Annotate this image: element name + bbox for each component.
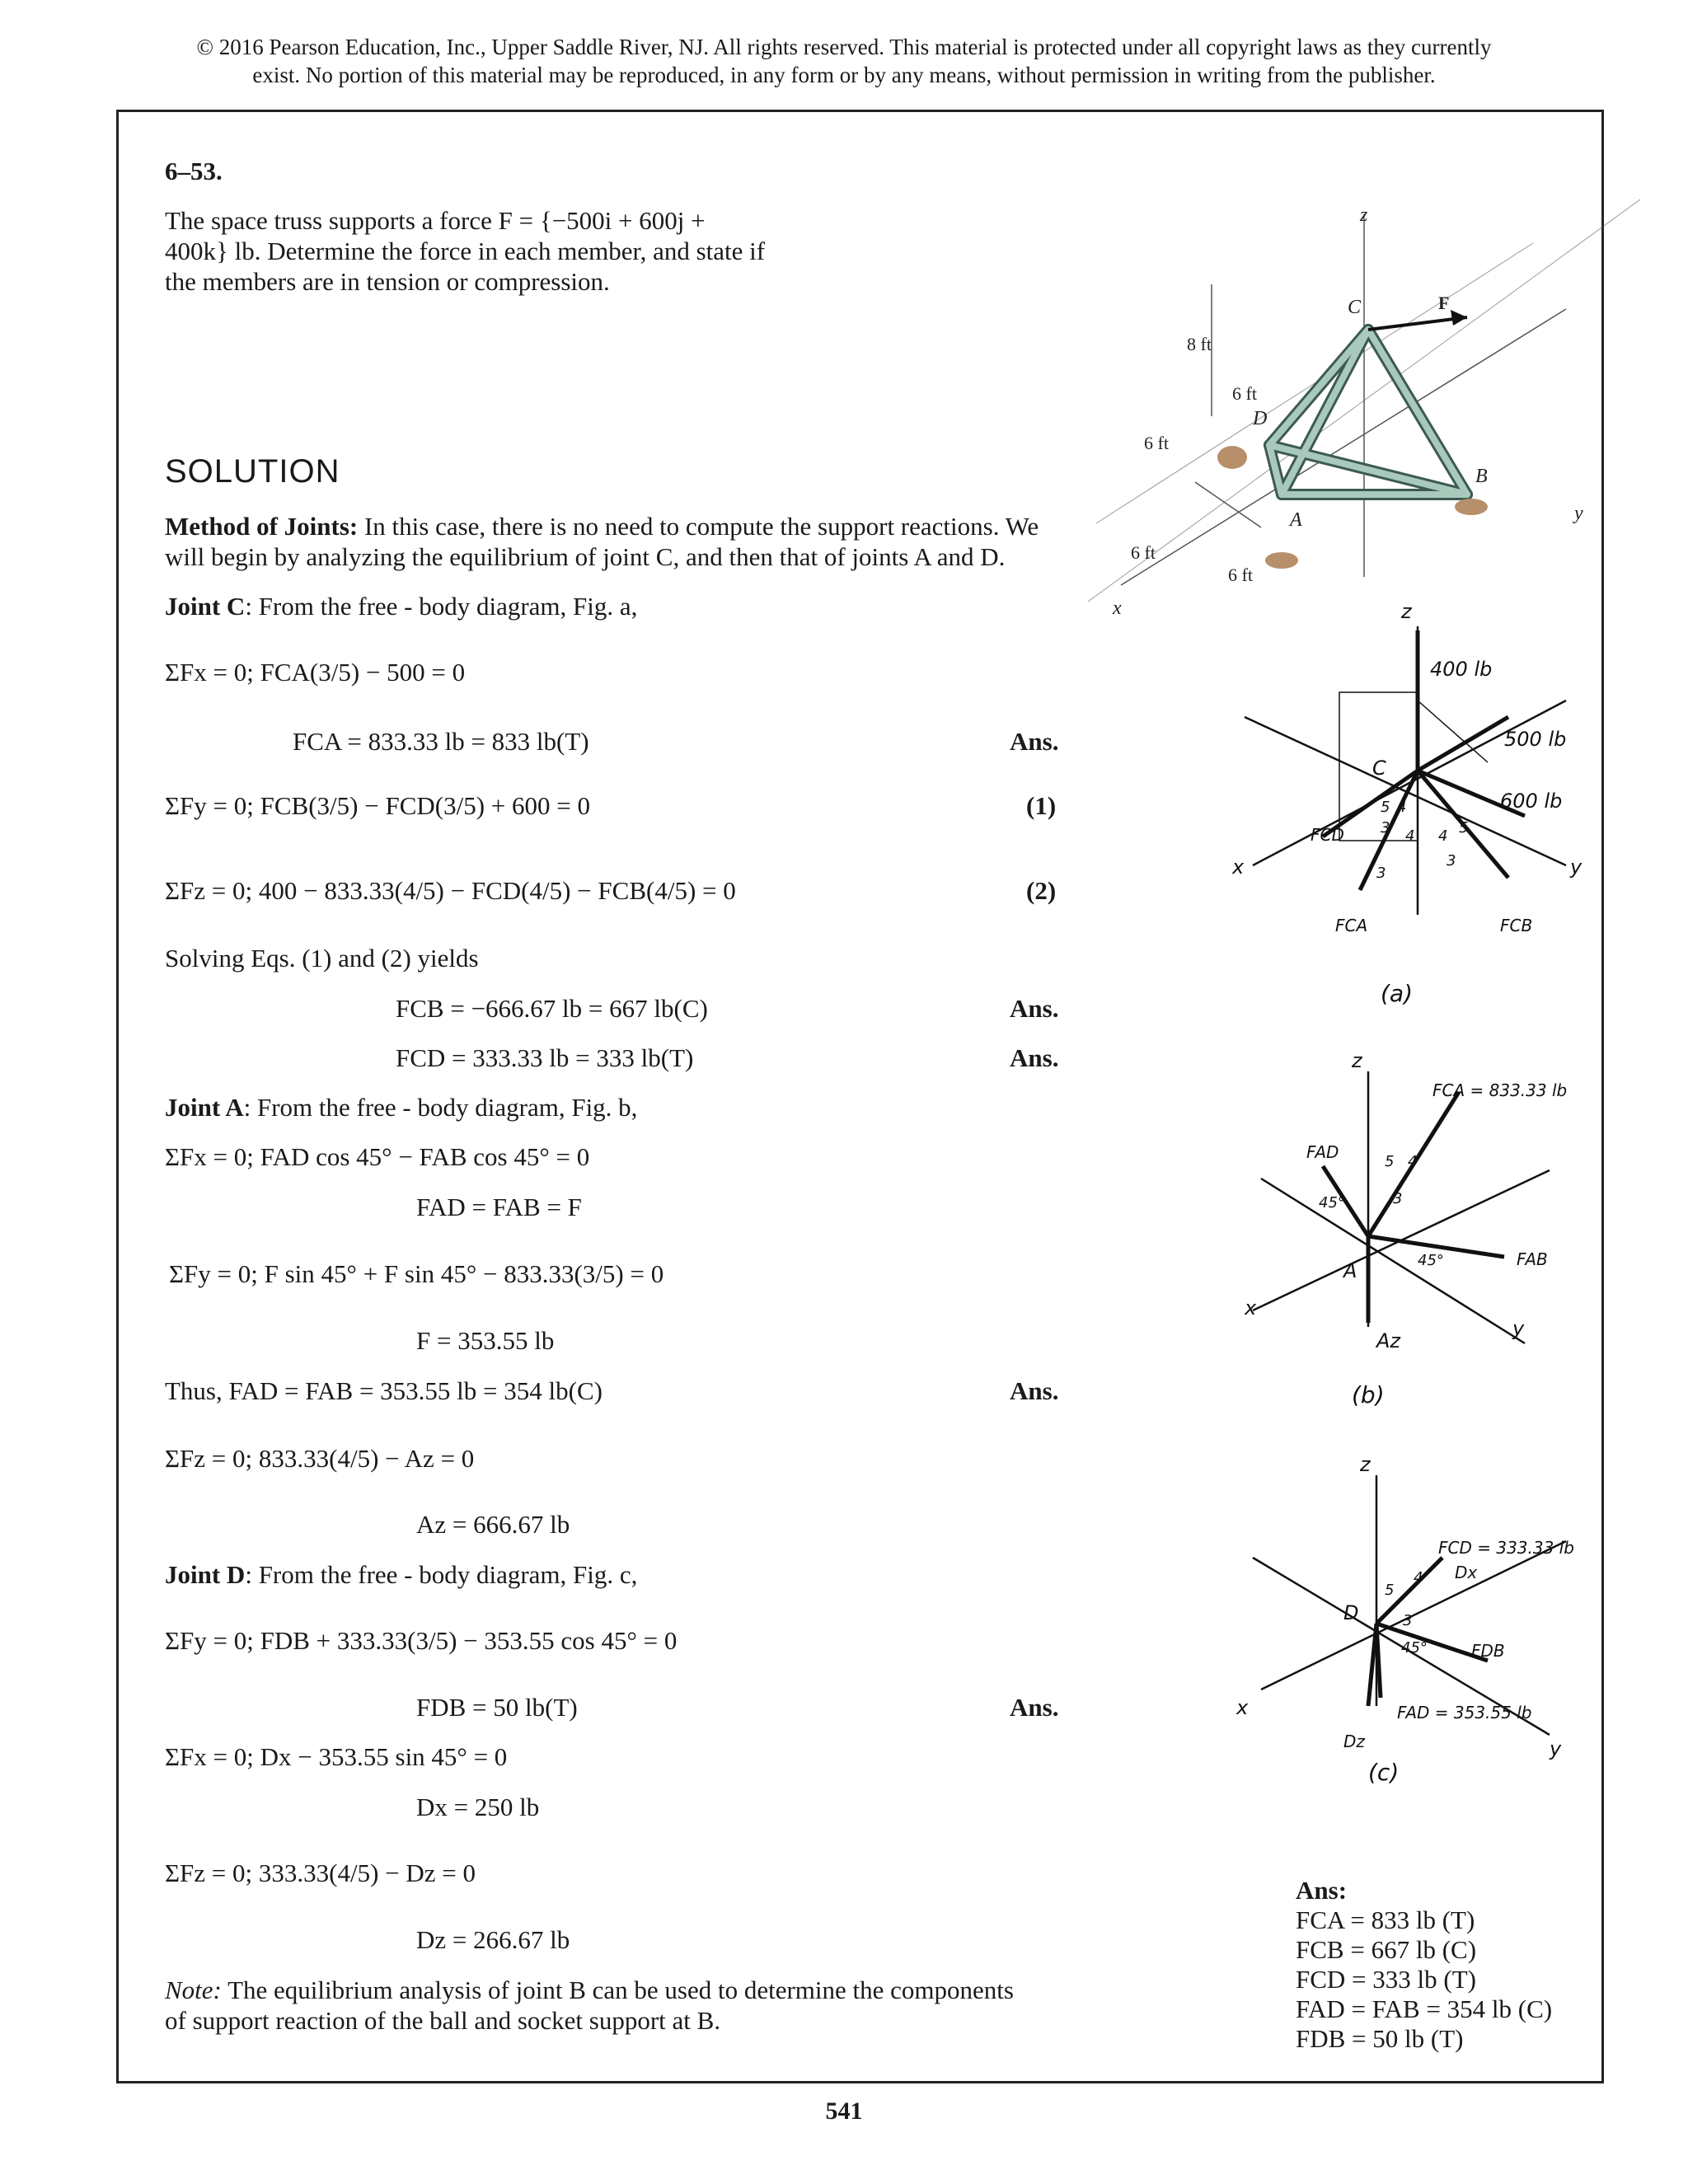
truss-guide-line <box>1096 243 1533 523</box>
joint-c-result-fcd: FCD = 333.33 lb = 333 lb(T) <box>396 1043 694 1072</box>
joint-c-heading: Joint C <box>165 592 246 621</box>
truss-label-z: z <box>1360 204 1368 226</box>
joint-a-thus: Thus, FAD = FAB = 353.55 lb = 354 lb(C) <box>165 1376 603 1405</box>
fig-a-y-label: y <box>1570 855 1582 879</box>
fig-a-num-4c: 4 <box>1405 827 1415 845</box>
problem-line-2: 400k} lb. Determine the force in each member, and state if <box>165 237 766 265</box>
fig-a-z-label: z <box>1401 600 1412 623</box>
truss-dim-8ft: 8 ft <box>1187 334 1212 354</box>
ans-label-fdb: Ans. <box>1010 1693 1059 1722</box>
joint-c-solving: Solving Eqs. (1) and (2) yields <box>165 944 479 972</box>
intro-line-1 <box>165 512 1039 541</box>
note-line-2: of support reaction of the ball and socket support at B. <box>165 2006 721 2035</box>
intro-line-2: will begin by analyzing the equilibrium of joint C, and then that of joints A and D. <box>165 542 1006 571</box>
fig-c-z-label: z <box>1360 1453 1371 1476</box>
joint-c-eq-fz: ΣFz = 0; 400 − 833.33(4/5) − FCD(4/5) − FCB(4/5) = 0 <box>165 876 736 905</box>
ans-label-fcb: Ans. <box>1010 994 1059 1023</box>
fig-c-fdb-label: FDB <box>1471 1641 1505 1661</box>
fig-b-num-4: 4 <box>1408 1153 1418 1170</box>
joint-c-eq-fy: ΣFy = 0; FCB(3/5) − FCD(3/5) + 600 = 0 <box>165 791 590 820</box>
joint-d-result-dx: Dx = 250 lb <box>416 1793 540 1821</box>
joint-a-result-eq: FAD = FAB = F <box>416 1193 582 1221</box>
fig-a-num-4a: 4 <box>1397 799 1407 816</box>
fig-c-deg-45: 45° <box>1401 1639 1428 1657</box>
joint-a-intro <box>165 1093 637 1122</box>
eq-label-1: (1) <box>1026 791 1057 820</box>
ans-label-fad: Ans. <box>1010 1376 1059 1405</box>
truss-dim-6ft-bottom: 6 ft <box>1228 565 1253 585</box>
fig-a-fca-label: FCA <box>1335 916 1368 935</box>
fig-a-500lb-arrow <box>1418 717 1508 771</box>
joint-c-result-fcb: FCB = −666.67 lb = 667 lb(C) <box>396 994 708 1023</box>
truss-label-x: x <box>1113 598 1122 619</box>
joint-d-intro <box>165 1560 637 1590</box>
joint-c-intro <box>165 592 637 621</box>
fig-a-c-label: C <box>1372 757 1386 780</box>
joint-a-eq-fy: ΣFy = 0; F sin 45° + F sin 45° − 833.33(3/5) = 0 <box>169 1259 664 1288</box>
fig-a-600lb-label: 600 lb <box>1500 790 1563 813</box>
fig-c-y-label: y <box>1550 1737 1562 1760</box>
copyright-notice <box>0 33 1688 89</box>
answer-fca: FCA = 833 lb (T) <box>1296 1905 1475 1934</box>
joint-a-result-f: F = 353.55 lb <box>416 1326 555 1355</box>
copyright-line-1: © 2016 Pearson Education, Inc., Upper Saddle River, NJ. All rights reserved. This material is protected under all copyright laws as they currently <box>196 35 1492 59</box>
fig-b-y-label: y <box>1512 1317 1525 1340</box>
fig-b-deg-45a: 45° <box>1319 1194 1345 1212</box>
fig-a-500lb-label: 500 lb <box>1504 728 1567 751</box>
joint-d-result-fdb: FDB = 50 lb(T) <box>416 1693 578 1722</box>
joint-c-result-fca: FCA = 833.33 lb = 833 lb(T) <box>293 727 589 756</box>
fig-a-num-5b: 5 <box>1459 819 1469 837</box>
problem-line-3: the members are in tension or compression. <box>165 267 610 296</box>
fbd-figure-c <box>1220 1434 1599 1797</box>
fig-b-a-label: A <box>1343 1259 1357 1282</box>
truss-label-d: D <box>1253 408 1268 429</box>
fig-c-y-axis <box>1261 1541 1566 1690</box>
fig-c-num-4: 4 <box>1414 1569 1423 1586</box>
joint-d-eq-fx: ΣFx = 0; Dx − 353.55 sin 45° = 0 <box>165 1742 508 1771</box>
joint-d-text: : From the free - body diagram, Fig. c, <box>245 1560 638 1589</box>
page-number: 541 <box>825 2097 863 2125</box>
fig-c-dz-label: Dz <box>1343 1732 1365 1751</box>
joint-a-eq-fx: ΣFx = 0; FAD cos 45° − FAB cos 45° = 0 <box>165 1142 590 1171</box>
fig-a-num-4b: 4 <box>1438 827 1448 845</box>
fig-a-num-3c: 3 <box>1447 852 1456 869</box>
fig-b-deg-45b: 45° <box>1418 1252 1444 1269</box>
joint-d-eq-fz: ΣFz = 0; 333.33(4/5) − Dz = 0 <box>165 1858 476 1887</box>
fig-a-x-label: x <box>1232 855 1245 879</box>
fig-b-az-label: Az <box>1376 1329 1401 1352</box>
support-a <box>1265 552 1298 569</box>
truss-label-a: A <box>1290 509 1302 531</box>
answer-title: Ans: <box>1296 1876 1348 1905</box>
fig-c-num-5: 5 <box>1385 1582 1395 1599</box>
fig-c-dx-label: Dx <box>1455 1563 1478 1582</box>
joint-d-heading: Joint D <box>165 1560 246 1589</box>
fig-b-fab-label: FAB <box>1517 1249 1548 1269</box>
answer-fcb: FCB = 667 lb (C) <box>1296 1935 1477 1964</box>
problem-line-1: The space truss supports a force F = {−500i + 600j + <box>165 206 706 235</box>
copyright-line-2: exist. No portion of this material may be reproduced, in any form or by any means, without permission in writing from the publisher. <box>252 63 1436 87</box>
fig-b-num-3: 3 <box>1393 1190 1403 1207</box>
fig-c-num-3: 3 <box>1403 1612 1413 1629</box>
intro-label: Method of Joints: <box>165 512 359 541</box>
support-b <box>1455 499 1488 515</box>
space-truss-figure <box>1071 198 1599 626</box>
fbd-figure-b <box>1220 1030 1599 1409</box>
fig-b-x-label: x <box>1245 1296 1257 1319</box>
truss-label-f: F <box>1438 293 1450 313</box>
fig-a-num-3a: 3 <box>1381 819 1390 837</box>
fig-c-caption: (c) <box>1368 1759 1400 1786</box>
joint-c-eq-fx: ΣFx = 0; FCA(3/5) − 500 = 0 <box>165 658 466 687</box>
truss-dim-6ft-x: 6 ft <box>1131 542 1156 563</box>
joint-a-text: : From the free - body diagram, Fig. b, <box>243 1093 638 1122</box>
fig-c-x-label: x <box>1236 1696 1249 1719</box>
fig-a-num-5a: 5 <box>1381 799 1390 816</box>
solution-heading: SOLUTION <box>165 453 340 490</box>
note-text-1: The equilibrium analysis of joint B can be used to determine the components <box>221 1975 1014 2004</box>
intro-text-1: In this case, there is no need to compute the support reactions. We <box>358 512 1039 541</box>
fig-b-z-label: z <box>1352 1049 1362 1072</box>
joint-a-heading: Joint A <box>165 1093 244 1122</box>
fig-a-fcd-label: FCD <box>1311 825 1344 845</box>
fig-c-fcd-label: FCD = 333.33 lb <box>1438 1538 1574 1558</box>
joint-c-text: : From the free - body diagram, Fig. a, <box>245 592 638 621</box>
joint-a-result-az: Az = 666.67 lb <box>416 1510 570 1539</box>
fig-c-d-label: D <box>1343 1601 1359 1624</box>
fig-a-400lb-label: 400 lb <box>1430 658 1493 681</box>
joint-d-eq-fy: ΣFy = 0; FDB + 333.33(3/5) − 353.55 cos 45° = 0 <box>165 1626 678 1655</box>
fig-a-caption: (a) <box>1381 980 1414 1007</box>
fig-b-fca-label: FCA = 833.33 lb <box>1432 1080 1568 1100</box>
eq-label-2: (2) <box>1026 876 1057 905</box>
ans-label-fcd: Ans. <box>1010 1043 1059 1072</box>
answer-fcd: FCD = 333 lb (T) <box>1296 1965 1476 1994</box>
problem-number: 6–53. <box>165 157 223 185</box>
joint-a-eq-fz: ΣFz = 0; 833.33(4/5) − Az = 0 <box>165 1444 475 1473</box>
fig-a-num-3b: 3 <box>1376 865 1386 882</box>
support-d <box>1217 446 1247 469</box>
fig-a-fcb-label: FCB <box>1500 916 1533 935</box>
answer-fad: FAD = FAB = 354 lb (C) <box>1296 1994 1553 2023</box>
truss-label-c: C <box>1348 297 1362 318</box>
fig-b-fad-label: FAD <box>1306 1142 1339 1162</box>
note-label: Note: <box>165 1975 222 2004</box>
note-line-1 <box>165 1975 1014 2005</box>
fbd-figure-a <box>1220 593 1599 1022</box>
fig-b-num-5: 5 <box>1385 1153 1395 1170</box>
joint-d-result-dz: Dz = 266.67 lb <box>416 1925 570 1954</box>
truss-label-y: y <box>1574 503 1583 524</box>
ans-label-fca: Ans. <box>1010 727 1059 756</box>
truss-label-b: B <box>1475 466 1488 487</box>
fig-c-fad-label: FAD = 353.55 lb <box>1397 1703 1532 1722</box>
answer-fdb: FDB = 50 lb (T) <box>1296 2024 1464 2053</box>
truss-dim-6ft-top: 6 ft <box>1232 383 1257 404</box>
fig-b-caption: (b) <box>1352 1381 1385 1408</box>
truss-dim-6ft-left: 6 ft <box>1144 433 1169 453</box>
